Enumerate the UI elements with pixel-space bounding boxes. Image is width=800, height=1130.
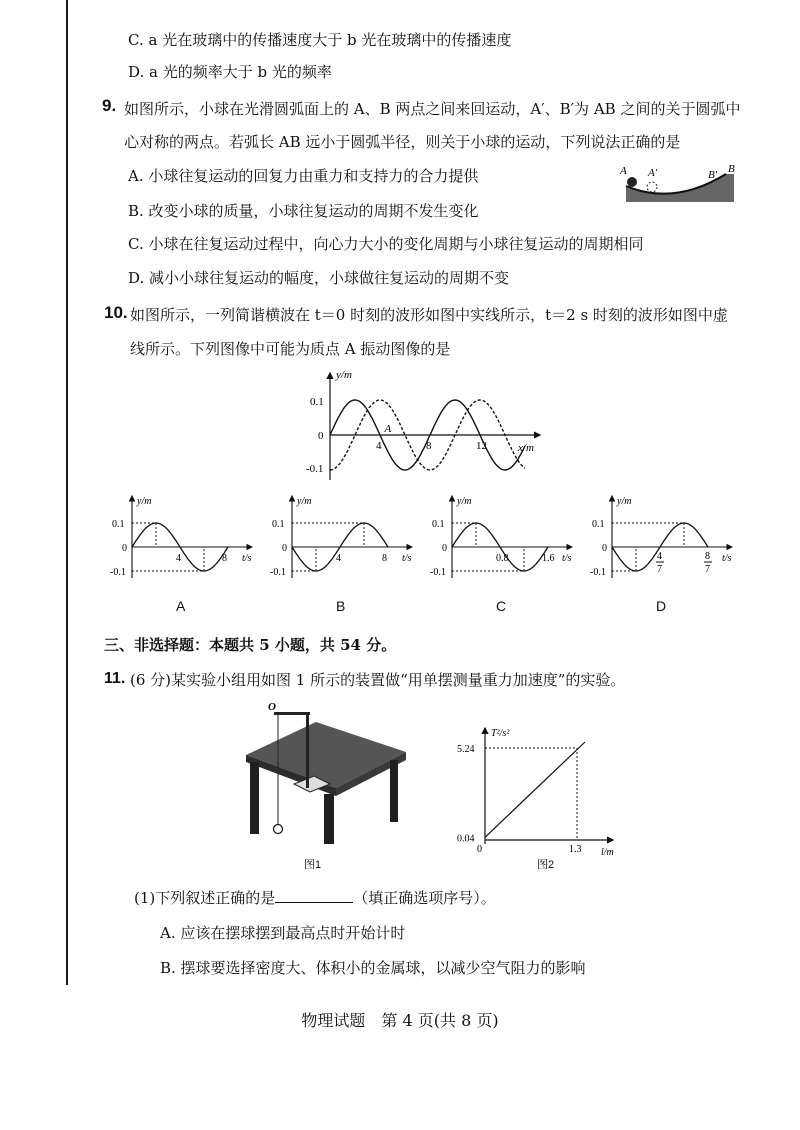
q11-option-b: B. 摆球要选择密度大、体积小的金属球，以减少空气阻力的影响 [160,959,586,977]
wave-graph [300,365,550,485]
graph-t-tick-1: 0.8 [496,553,509,564]
graph-t-tick-2: 8 [222,553,227,564]
fig2-y-tick-top: 5.24 [457,744,475,755]
graph-t-tick-2-den: 7 [705,564,710,575]
option-d-letter: D [656,598,667,614]
graph-t-label: t/s [402,553,412,564]
option-graph-c [430,492,580,582]
fig2-origin: 0 [477,844,482,855]
graph-y-label: y/m [457,496,472,507]
graph-y-label: y/m [297,496,312,507]
graph-t-tick-2: 8 [382,553,387,564]
wave-y-tick-top: 0.1 [310,396,324,408]
fig2-x-label: l/m [601,847,614,857]
graph-y-bottom: -0.1 [590,567,606,578]
ball-at-a-prime [647,182,657,192]
wave-y-tick-bottom: -0.1 [306,463,324,475]
q10-stem-1: 如图所示，一列简谐横波在 t＝0 时刻的波形如图中实线所示，t＝2 s 时刻的波形如图中虚 [130,306,728,324]
wave-x-tick-8: 8 [426,440,432,452]
q9-stem-2: 心对称的两点。若弧长 AB 远小于圆弧半径，则关于小球的运动，下列说法正确的是 [124,133,681,151]
stand-arm [274,712,310,715]
q11-sub1 [134,888,496,908]
q9-arc-figure [612,160,747,208]
q11-number: 11. [104,670,126,687]
fig2-x-tick-end: 1.3 [569,844,582,855]
q9-option-c: C. 小球在往复运动过程中，向心力大小的变化周期与小球往复运动的周期相同 [128,235,644,253]
option-graph-b [270,492,420,582]
q11-sub1-tail: （填正确选项序号）。 [353,889,496,907]
q9-number: 9. [102,96,117,115]
pendulum-bob [274,825,283,834]
section-3-heading: 三、非选择题：本题共 5 小题，共 54 分。 [104,636,397,654]
q9-option-a: A. 小球往复运动的回复力由重力和支持力的合力提供 [128,167,479,185]
graph-t-tick-2: 1.6 [542,553,555,564]
q9-option-d: D. 减小小球往复运动的幅度，小球做往复运动的周期不变 [128,269,510,287]
option-graph-a [110,492,260,582]
option-graph-d [590,492,740,582]
option-a-letter: A [176,598,186,614]
wave-x-label: x/m [518,442,534,454]
figure-1-caption: 图1 [304,859,322,871]
fig2-y-label: T²/s² [491,728,510,739]
graph-y-label: y/m [137,496,152,507]
answer-blank[interactable] [275,888,353,903]
graph-t-tick-1-num: 4 [657,551,662,562]
graph-y-label: y/m [617,496,632,507]
pivot-label-o: O [268,701,276,713]
q8-option-c: C. a 光在玻璃中的传播速度大于 b 光在玻璃中的传播速度 [128,31,512,49]
fig2-data-line [485,742,585,837]
margin-line [66,0,68,985]
graph-y-zero: 0 [442,543,447,554]
graph-t-tick-1: 4 [336,553,341,564]
page-footer: 物理试题 第 4 页(共 8 页) [301,1011,499,1030]
graph-y-bottom: -0.1 [430,567,446,578]
q9-option-b: B. 改变小球的质量，小球往复运动的周期不发生变化 [128,202,479,220]
q11-stem: (6 分)某实验小组用如图 1 所示的装置做“用单摆测量重力加速度”的实验。 [130,671,626,689]
wave-x-tick-12: 12 [476,440,487,452]
q11-sub1-stem: (1)下列叙述正确的是 [134,889,276,907]
graph-y-bottom: -0.1 [110,567,126,578]
wave-y-label: y/m [336,369,352,381]
figure-2-caption: 图2 [537,859,555,871]
graph-y-top: 0.1 [592,519,605,530]
graph-y-zero: 0 [282,543,287,554]
label-b-prime: B′ [708,169,718,181]
q11-option-a: A. 应该在摆球摆到最高点时开始计时 [160,924,406,942]
wave-y-tick-zero: 0 [318,430,324,442]
option-b-letter: B [336,598,346,614]
label-a: A [620,165,627,177]
ball-at-a [627,177,637,187]
graph-t-label: t/s [562,553,572,564]
graph-t-tick-2-num: 8 [705,551,710,562]
table-top [246,722,406,788]
option-c-letter: C [496,598,507,614]
graph-t-tick-1: 4 [176,553,181,564]
q8-option-d: D. a 光的频率大于 b 光的频率 [128,63,332,81]
graph-t-label: t/s [722,553,732,564]
pendulum-apparatus-figure [238,700,418,865]
graph-y-top: 0.1 [272,519,285,530]
fig2-y-tick-bottom: 0.04 [457,833,475,845]
q10-stem-2: 线所示。下列图像中可能为质点 A 振动图像的是 [130,340,451,358]
graph-y-top: 0.1 [112,519,125,530]
wave-point-a-label: A [384,423,392,435]
q10-number: 10. [104,303,128,322]
graph-y-top: 0.1 [432,519,445,530]
q9-stem-1: 如图所示，小球在光滑圆弧面上的 A、B 两点之间来回运动，A′、B′为 AB 之间的关于圆弧中 [124,100,741,118]
graph-y-bottom: -0.1 [270,567,286,578]
stand-rod [306,712,309,788]
wave-x-tick-4: 4 [376,440,382,452]
graph-t-tick-1-den: 7 [657,564,662,575]
graph-t-label: t/s [242,553,252,564]
label-a-prime: A′ [648,167,658,179]
graph-y-zero: 0 [602,543,607,554]
label-b: B [728,163,735,175]
t2-l-graph [455,722,625,857]
graph-y-zero: 0 [122,543,127,554]
